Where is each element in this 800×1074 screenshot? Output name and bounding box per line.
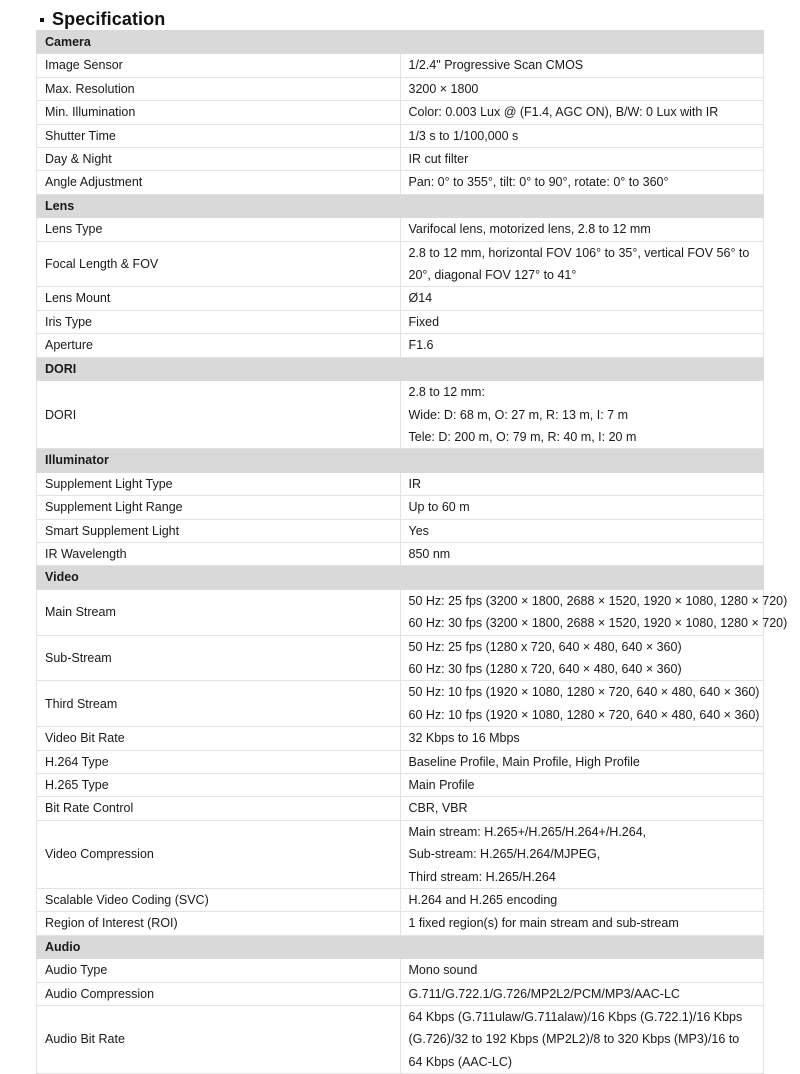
spec-value-line: Yes xyxy=(408,523,429,538)
table-row xyxy=(37,54,764,77)
section-header xyxy=(37,566,764,589)
table-row xyxy=(37,774,764,797)
spec-label: Shutter Time xyxy=(37,124,401,147)
table-row xyxy=(37,959,764,982)
table-row xyxy=(37,124,764,147)
spec-value xyxy=(400,54,764,77)
spec-value xyxy=(400,589,788,635)
spec-label: Lens Mount xyxy=(37,287,401,310)
spec-value xyxy=(400,542,764,565)
spec-value xyxy=(400,750,764,773)
table-row xyxy=(37,472,764,495)
spec-value-line: 60 Hz: 10 fps (1920 × 1080, 1280 × 720, 640 × 480, 640 × 360) xyxy=(408,707,760,722)
spec-value-line: 32 Kbps to 16 Mbps xyxy=(408,731,520,746)
section-header xyxy=(37,194,764,217)
spec-value-line: 50 Hz: 25 fps (1280 x 720, 640 × 480, 640 × 360) xyxy=(408,639,682,654)
section-title: Video xyxy=(37,566,764,589)
spec-label: Focal Length & FOV xyxy=(37,241,401,287)
spec-value-line: Ø14 xyxy=(408,291,433,306)
spec-label: Sub-Stream xyxy=(37,635,401,681)
spec-label: H.264 Type xyxy=(37,750,401,773)
spec-value xyxy=(400,681,764,727)
spec-value xyxy=(400,774,764,797)
spec-value-line: F1.6 xyxy=(408,338,434,353)
spec-value-line: 60 Hz: 30 fps (3200 × 1800, 2688 × 1520, 1920 × 1080, 1280 × 720) xyxy=(408,616,788,631)
page-title: Specification xyxy=(52,8,166,29)
spec-value-line: 2.8 to 12 mm: xyxy=(408,385,485,400)
table-row xyxy=(37,820,764,888)
spec-label: Scalable Video Coding (SVC) xyxy=(37,889,401,912)
spec-value-line: Wide: D: 68 m, O: 27 m, R: 13 m, I: 7 m xyxy=(408,407,629,422)
spec-value-line: Third stream: H.265/H.264 xyxy=(408,869,556,884)
spec-value-line: G.711/G.722.1/G.726/MP2L2/PCM/MP3/AAC-LC xyxy=(408,986,680,1001)
spec-label: Angle Adjustment xyxy=(37,171,401,194)
section-header xyxy=(37,31,764,54)
spec-value-line: Varifocal lens, motorized lens, 2.8 to 12 mm xyxy=(408,222,651,237)
spec-value xyxy=(400,218,764,241)
section-title: Illuminator xyxy=(37,449,764,472)
table-row xyxy=(37,750,764,773)
spec-label: Bit Rate Control xyxy=(37,797,401,820)
spec-value-line: 50 Hz: 25 fps (3200 × 1800, 2688 × 1520, 1920 × 1080, 1280 × 720) xyxy=(408,593,788,608)
spec-label: Day & Night xyxy=(37,148,401,171)
spec-value xyxy=(400,171,764,194)
spec-label: Image Sensor xyxy=(37,54,401,77)
spec-value-line: 3200 × 1800 xyxy=(408,81,479,96)
spec-value-line: Fixed xyxy=(408,314,440,329)
spec-label: Video Bit Rate xyxy=(37,727,401,750)
table-row xyxy=(37,101,764,124)
spec-value-line: CBR, VBR xyxy=(408,801,468,816)
table-row xyxy=(37,171,764,194)
table-row xyxy=(37,310,764,333)
section-header xyxy=(37,357,764,380)
spec-label: Audio Compression xyxy=(37,982,401,1005)
spec-label: Region of Interest (ROI) xyxy=(37,912,401,935)
table-row xyxy=(37,797,764,820)
spec-value xyxy=(400,727,764,750)
spec-value-line: 850 nm xyxy=(408,546,451,561)
spec-value-line: Color: 0.003 Lux @ (F1.4, AGC ON), B/W: 0 Lux with IR xyxy=(408,105,719,120)
spec-label: Max. Resolution xyxy=(37,77,401,100)
spec-label: DORI xyxy=(37,381,401,449)
table-row xyxy=(37,77,764,100)
spec-value xyxy=(400,472,764,495)
spec-value-line: 1/3 s to 1/100,000 s xyxy=(408,128,519,143)
spec-value-line: Mono sound xyxy=(408,963,478,978)
spec-value xyxy=(400,101,764,124)
table-row xyxy=(37,681,764,727)
spec-value-line: Main stream: H.265+/H.265/H.264+/H.264, xyxy=(408,824,647,839)
spec-value xyxy=(400,912,764,935)
table-row xyxy=(37,727,764,750)
spec-value-line: 1/2.4" Progressive Scan CMOS xyxy=(408,58,584,73)
bullet-icon xyxy=(40,18,44,22)
table-row xyxy=(37,1006,764,1074)
spec-label: Video Compression xyxy=(37,820,401,888)
spec-label: Supplement Light Type xyxy=(37,472,401,495)
spec-label: Iris Type xyxy=(37,310,401,333)
spec-value-line: H.264 and H.265 encoding xyxy=(408,893,558,908)
spec-value-line: 60 Hz: 30 fps (1280 x 720, 640 × 480, 640 × 360) xyxy=(408,661,682,676)
spec-value-line: Pan: 0° to 355°, tilt: 0° to 90°, rotate: 0° to 360° xyxy=(408,175,669,190)
table-row xyxy=(37,148,764,171)
spec-label: Supplement Light Range xyxy=(37,496,401,519)
table-row xyxy=(37,635,764,681)
spec-value-line: Up to 60 m xyxy=(408,500,470,515)
spec-label: Lens Type xyxy=(37,218,401,241)
spec-label: Audio Bit Rate xyxy=(37,1006,401,1074)
spec-value xyxy=(400,982,764,1005)
section-title: DORI xyxy=(37,357,764,380)
table-row xyxy=(37,542,764,565)
spec-value xyxy=(400,1006,764,1074)
spec-value xyxy=(400,959,764,982)
spec-label: Main Stream xyxy=(37,589,401,635)
spec-value-line: 1 fixed region(s) for main stream and sub-stream xyxy=(408,916,679,931)
spec-value-line: Sub-stream: H.265/H.264/MJPEG, xyxy=(408,847,601,862)
spec-title xyxy=(40,7,165,31)
table-row xyxy=(37,381,764,449)
spec-value-line: 50 Hz: 10 fps (1920 × 1080, 1280 × 720, 640 × 480, 640 × 360) xyxy=(408,685,760,700)
spec-value xyxy=(400,889,764,912)
spec-label: Third Stream xyxy=(37,681,401,727)
spec-value-line: 2.8 to 12 mm, horizontal FOV 106° to 35°, vertical FOV 56° to 20°, diagonal FOV 127° to 41° xyxy=(408,245,750,283)
spec-label: Smart Supplement Light xyxy=(37,519,401,542)
spec-value xyxy=(400,519,764,542)
spec-value xyxy=(400,635,764,681)
table-row xyxy=(37,334,764,357)
section-header xyxy=(37,449,764,472)
spec-value-line: 64 Kbps (G.711ulaw/G.711alaw)/16 Kbps (G.722.1)/16 Kbps (G.726)/32 to 192 Kbps (MP2L2)/8 to 320 Kbps (MP3)/16 to 64 Kbps (AAC-LC) xyxy=(408,1010,743,1069)
spec-value xyxy=(400,310,764,333)
table-row xyxy=(37,912,764,935)
table-row xyxy=(37,287,764,310)
spec-value xyxy=(400,77,764,100)
spec-value xyxy=(400,241,764,287)
spec-label: Aperture xyxy=(37,334,401,357)
table-row xyxy=(37,218,764,241)
spec-value-line: Baseline Profile, Main Profile, High Profile xyxy=(408,754,640,769)
spec-label: IR Wavelength xyxy=(37,542,401,565)
spec-value xyxy=(400,381,764,449)
spec-value xyxy=(400,287,764,310)
table-row xyxy=(37,982,764,1005)
table-row xyxy=(37,889,764,912)
table-row xyxy=(37,241,764,287)
spec-label: H.265 Type xyxy=(37,774,401,797)
spec-value xyxy=(400,797,764,820)
spec-value xyxy=(400,496,764,519)
section-title: Audio xyxy=(37,935,764,958)
spec-value xyxy=(400,148,764,171)
section-title: Camera xyxy=(37,31,764,54)
spec-label: Min. Illumination xyxy=(37,101,401,124)
section-header xyxy=(37,935,764,958)
spec-value xyxy=(400,124,764,147)
spec-table xyxy=(36,30,788,1074)
spec-value xyxy=(400,334,764,357)
table-row xyxy=(37,519,764,542)
spec-value-line: IR cut filter xyxy=(408,152,469,167)
spec-value-line: Main Profile xyxy=(408,778,475,792)
table-row xyxy=(37,589,764,635)
spec-value-line: IR xyxy=(408,476,421,491)
spec-label: Audio Type xyxy=(37,959,401,982)
section-title: Lens xyxy=(37,194,764,217)
table-row xyxy=(37,496,764,519)
spec-value xyxy=(400,820,764,888)
spec-value-line: Tele: D: 200 m, O: 79 m, R: 40 m, I: 20 m xyxy=(408,429,637,444)
